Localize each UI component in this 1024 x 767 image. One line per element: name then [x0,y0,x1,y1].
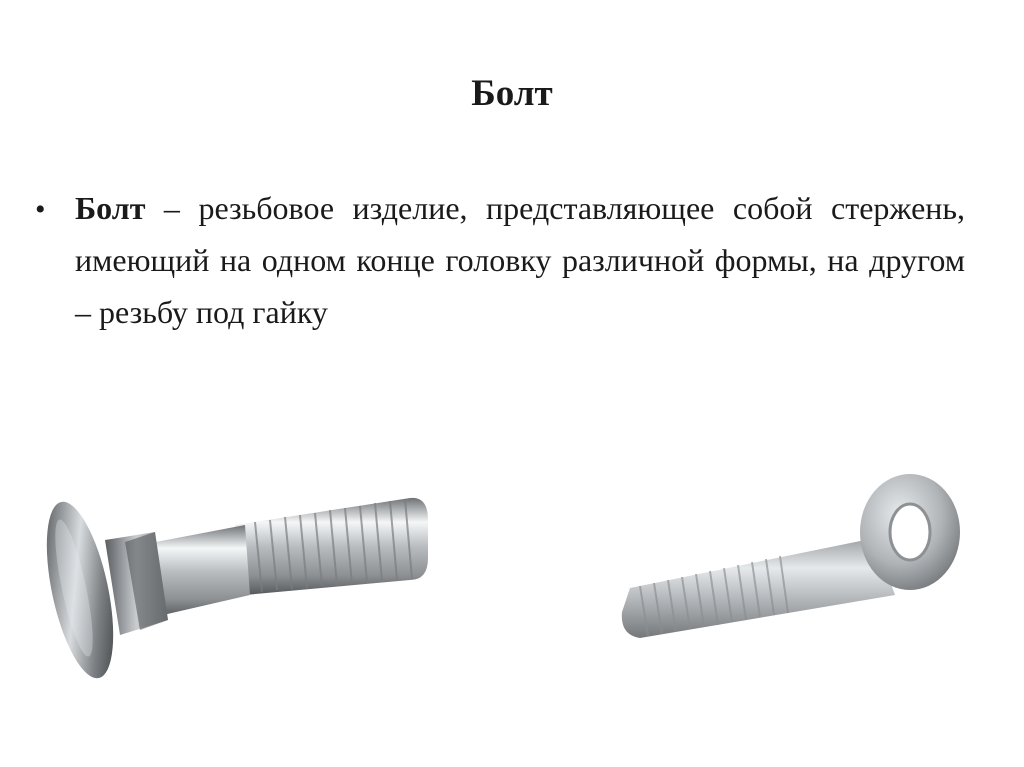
slide-title: Болт [471,73,553,114]
countersunk-bolt-image [40,470,440,690]
bullet-item [35,182,965,338]
bullet-definition: – резьбовое изделие, представляющее собой стержень, имеющий на одном конце головку различной формы, на другом – резьбу под гайку [75,190,965,330]
eye-bolt-image [610,460,970,690]
bullet-term: Болт [75,190,146,226]
bullet-text [75,182,965,338]
bullet-dot: • [35,193,46,226]
